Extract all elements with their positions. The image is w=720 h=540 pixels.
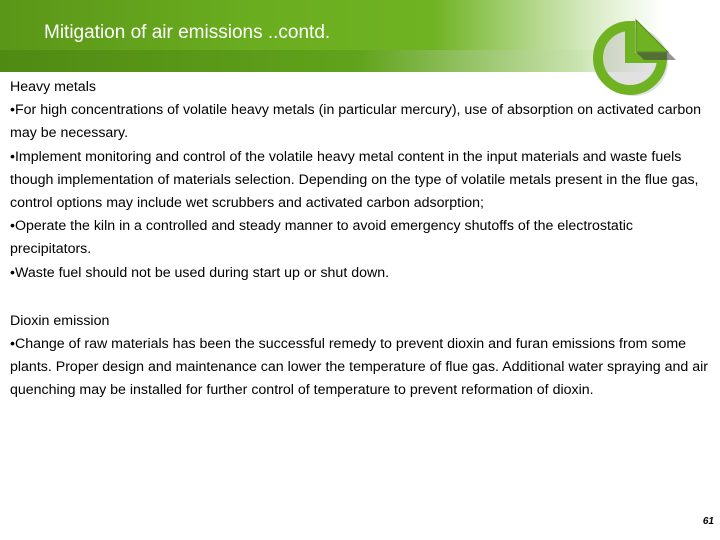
section-heading-heavy-metals: Heavy metals [10, 79, 96, 95]
bullet-item: •Change of raw materials has been the successful remedy to prevent dioxin and furan emissions from some plants. Proper design and maintenance can lower the temperature of flue gas. Additional water spraying and air quenching may be installed for further control of temperature to prevent reformation of dioxin. [10, 336, 708, 399]
slide-title: Mitigation of air emissions ..contd. [44, 22, 331, 43]
section-heading-dioxin-emission: Dioxin emission [10, 312, 110, 329]
section-spacer [10, 285, 710, 310]
page-number: 61 [702, 516, 714, 527]
bullet-item: •Implement monitoring and control of the volatile heavy metal content in the input materials and waste fuels though implementation of materials selection. Depending on the type of volatile metals present in the flue gas, control options may include wet scrubbers and activated carbon adsorption; [10, 148, 699, 212]
bullet-item: •For high concentrations of volatile heavy metals (in particular mercury), use of absorption on activated carbon may be necessary. [10, 102, 702, 142]
bullet-item: •Operate the kiln in a controlled and steady manner to avoid emergency shutoffs of the electrostatic precipitators. [10, 218, 634, 258]
bullet-item: •Waste fuel should not be used during start up or shut down. [10, 264, 390, 281]
slide-body [10, 76, 710, 403]
